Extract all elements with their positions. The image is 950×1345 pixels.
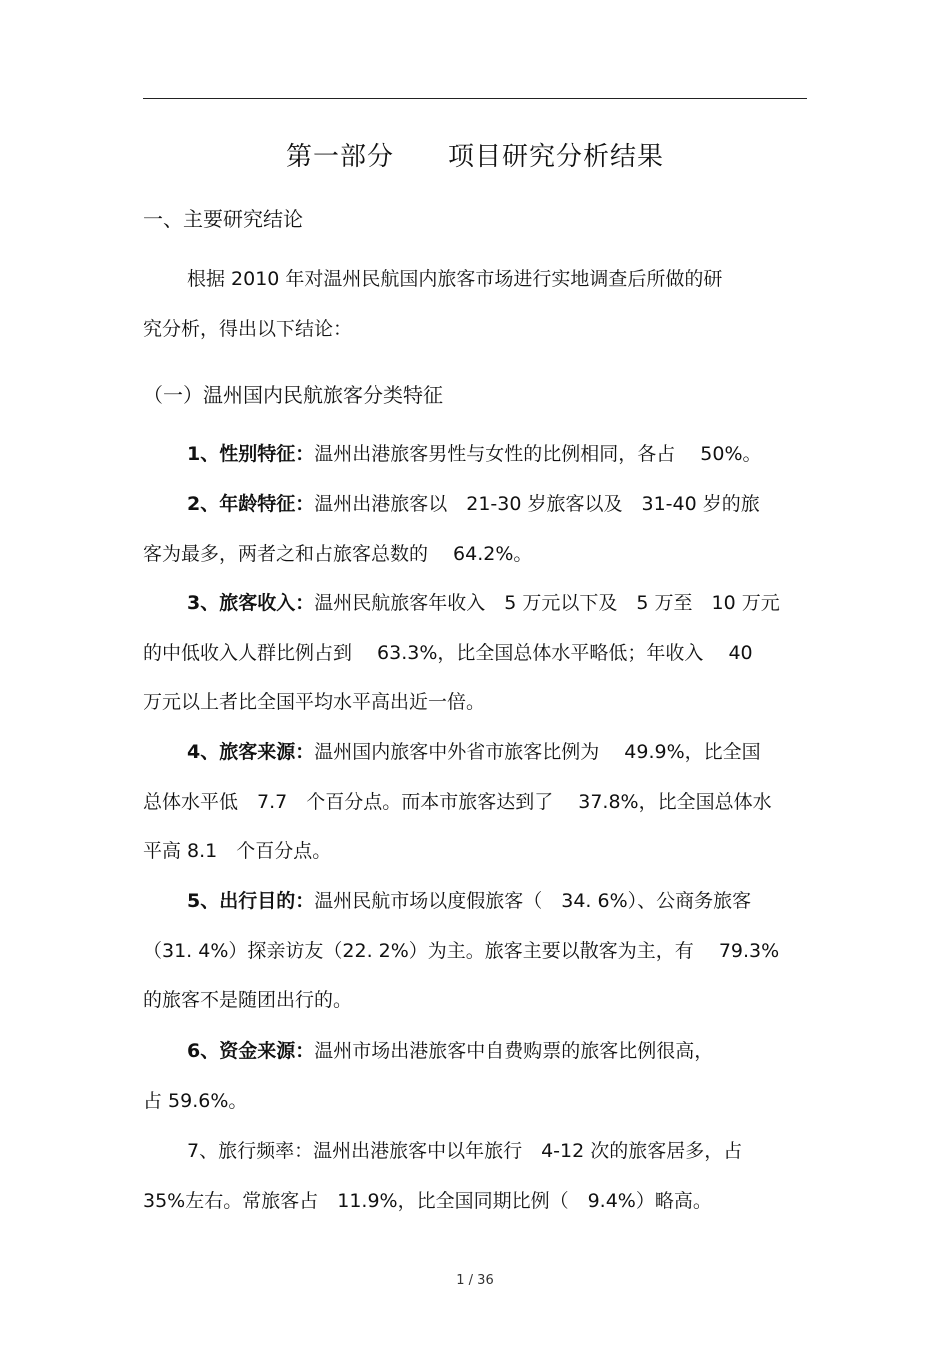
finding-text: （31. 4%）探亲访友（22. 2%）为主。旅客主要以散客为主，有 79.3% <box>143 939 780 962</box>
finding-text: 温州出港旅客以 21-30 岁旅客以及 31-40 岁的旅 <box>314 493 760 515</box>
finding-text: 温州民航市场以度假旅客（ 34. 6%）、公商务旅客 <box>314 890 752 912</box>
intro-line-2: 究分析，得出以下结论： <box>143 317 353 340</box>
header-rule <box>143 98 807 99</box>
finding-text: 占 59.6%。 <box>143 1089 248 1112</box>
finding-label: 6、资金来源： <box>187 1040 315 1062</box>
finding-text: 温州国内旅客中外省市旅客比例为 49.9%，比全国 <box>314 741 761 763</box>
finding-text: 温州出港旅客男性与女性的比例相同，各占 50%。 <box>314 443 762 465</box>
finding-purpose <box>143 877 823 1026</box>
finding-text: 的旅客不是随团出行的。 <box>143 989 353 1011</box>
finding-label: 3、旅客收入： <box>187 592 315 614</box>
finding-label: 7、旅行频率： <box>187 1140 314 1162</box>
finding-origin <box>143 728 823 877</box>
finding-gender <box>143 430 823 480</box>
finding-income <box>143 579 823 728</box>
page-number: 1 / 36 <box>456 1273 494 1288</box>
finding-age <box>143 480 823 579</box>
subsection-heading: （一）温州国内民航旅客分类特征 <box>143 383 443 407</box>
finding-text: 温州市场出港旅客中自费购票的旅客比例很高， <box>314 1040 714 1062</box>
finding-text: 温州民航旅客年收入 5 万元以下及 5 万至 10 万元 <box>314 592 780 614</box>
finding-text: 平高 8.1 个百分点。 <box>143 840 332 862</box>
finding-label: 1、性别特征： <box>187 443 315 465</box>
finding-text: 温州出港旅客中以年旅行 4-12 次的旅客居多，占 <box>313 1140 743 1162</box>
finding-text: 35%左右。常旅客占 11.9%，比全国同期比例（ 9.4%）略高。 <box>143 1189 712 1212</box>
finding-frequency <box>143 1127 823 1226</box>
finding-text: 的中低收入人群比例占到 63.3%，比全国总体水平略低；年收入 40 <box>143 641 753 664</box>
finding-label: 2、年龄特征： <box>187 493 315 515</box>
finding-label: 5、出行目的： <box>187 890 315 912</box>
intro-paragraph <box>143 255 823 354</box>
finding-label: 4、旅客来源： <box>187 741 315 763</box>
finding-funding <box>143 1027 823 1126</box>
finding-text: 万元以上者比全国平均水平高出近一倍。 <box>143 691 486 713</box>
page-title: 第一部分 项目研究分析结果 <box>285 142 664 172</box>
finding-text: 总体水平低 7.7 个百分点。而本市旅客达到了 37.8%，比全国总体水 <box>143 790 772 813</box>
finding-text: 客为最多，两者之和占旅客总数的 64.2%。 <box>143 542 533 565</box>
intro-line-1: 根据 2010 年对温州民航国内旅客市场进行实地调查后所做的研 <box>187 268 723 290</box>
section-heading: 一、主要研究结论 <box>143 207 303 231</box>
